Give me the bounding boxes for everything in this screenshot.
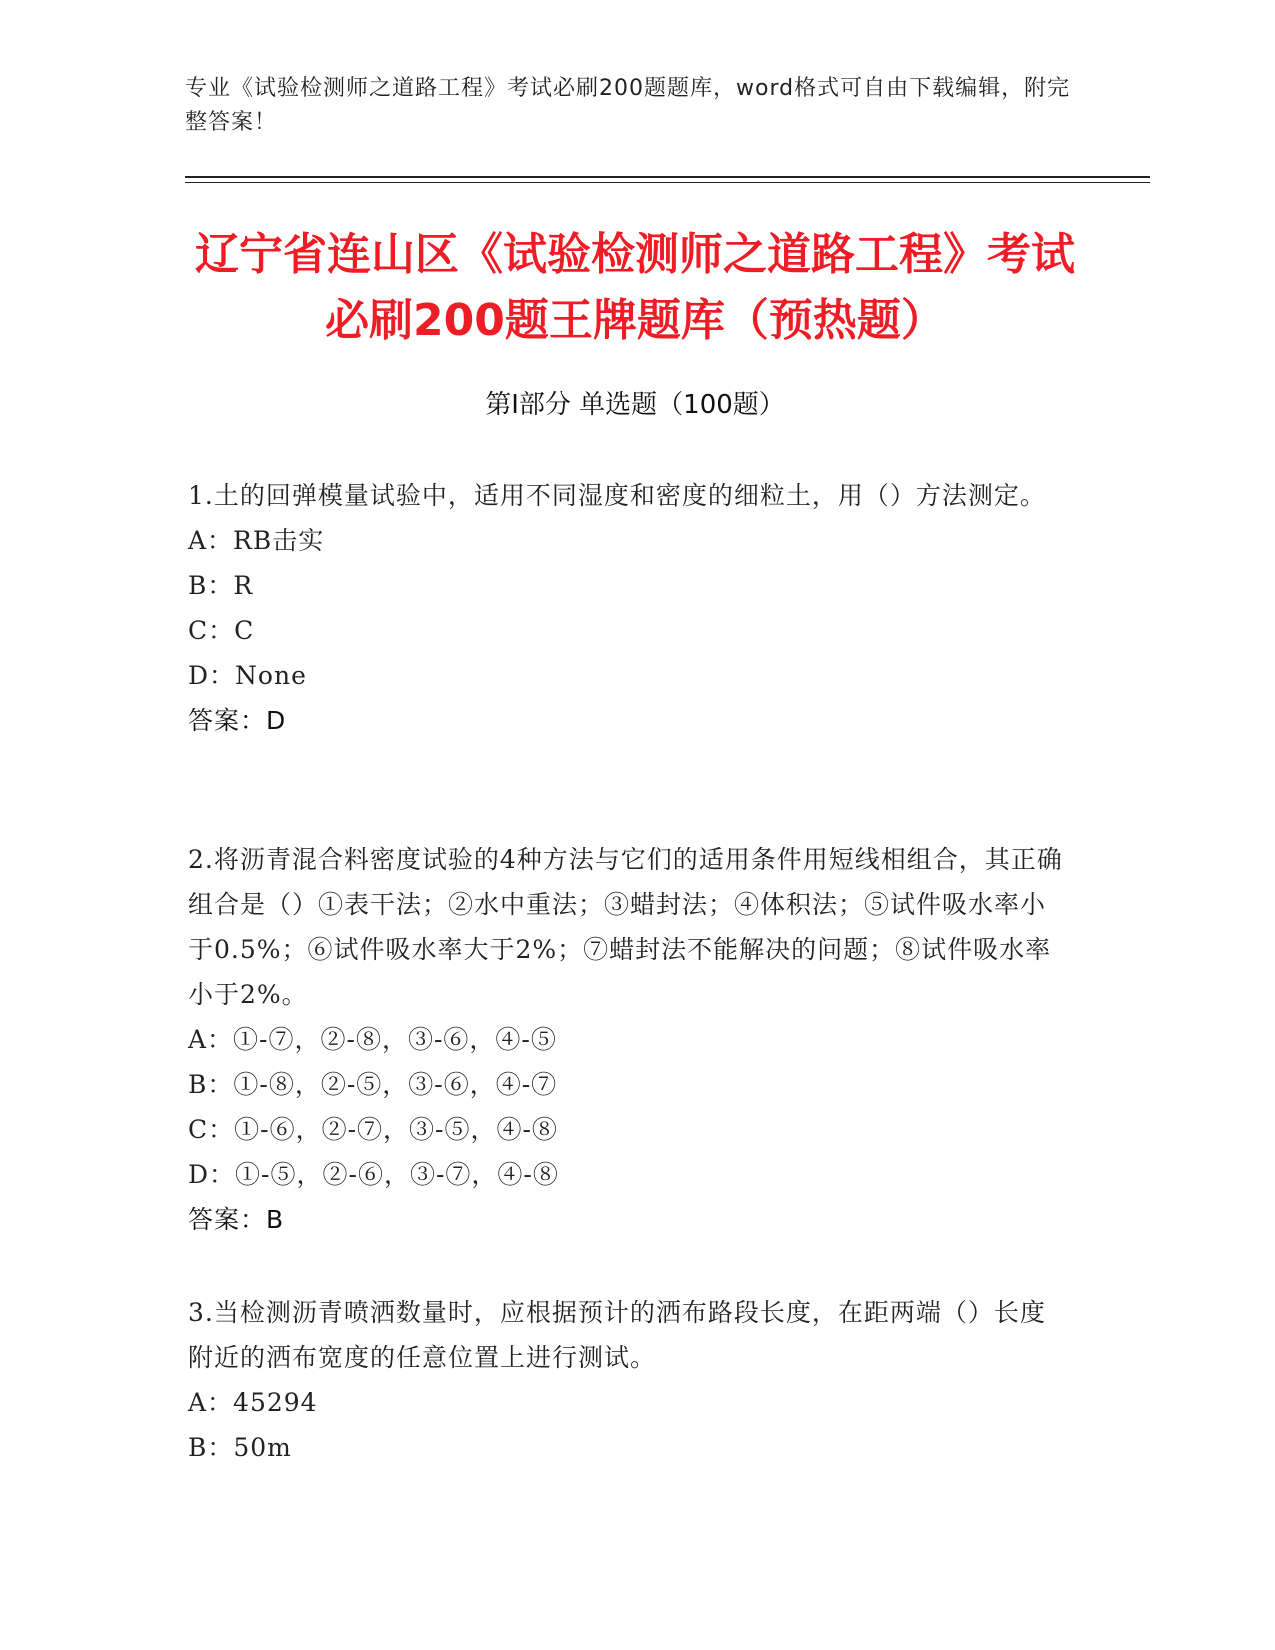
header-note: 专业《试验检测师之道路工程》考试必刷200题题库，word格式可自由下载编辑，附完整答案！ xyxy=(185,76,1071,135)
option-d: D：None xyxy=(188,661,307,690)
question-1 xyxy=(188,473,1068,743)
option-b: B：50m xyxy=(188,1433,292,1462)
section-heading: 第Ⅰ部分 单选题（100题） xyxy=(485,390,785,420)
question-text: 1.土的回弹模量试验中，适用不同湿度和密度的细粒土，用（）方法测定。 xyxy=(188,481,1046,510)
option-a: A：45294 xyxy=(188,1388,318,1417)
document-title: 辽宁省连山区《试验检测师之道路工程》考试必刷200题王牌题库（预热题） xyxy=(195,229,1075,346)
header-rule-thin xyxy=(185,182,1150,183)
option-a: A：RB击实 xyxy=(188,526,325,555)
option-c: C：①-⑥，②-⑦，③-⑤，④-⑧ xyxy=(188,1115,558,1144)
option-b: B：①-⑧，②-⑤，③-⑥，④-⑦ xyxy=(188,1070,558,1099)
question-text: 2.将沥青混合料密度试验的4种方法与它们的适用条件用短线相组合，其正确组合是（）①表干法；②水中重法；③蜡封法；④体积法；⑤试件吸水率小于0.5%；⑥试件吸水率大于2%；⑦蜡封法不能解决的问题；⑧试件吸水率小于2%。 xyxy=(188,845,1063,1009)
option-a: A：①-⑦，②-⑧，③-⑥，④-⑤ xyxy=(188,1025,557,1054)
answer: 答案：B xyxy=(188,1205,285,1234)
header-rule-thick xyxy=(185,176,1150,178)
option-b: B：R xyxy=(188,571,254,600)
option-d: D：①-⑤，②-⑥，③-⑦，④-⑧ xyxy=(188,1160,559,1189)
option-c: C：C xyxy=(188,616,255,645)
question-3 xyxy=(188,1290,1068,1470)
question-text: 3.当检测沥青喷洒数量时，应根据预计的洒布路段长度，在距两端（）长度附近的洒布宽度的任意位置上进行测试。 xyxy=(188,1298,1046,1372)
answer: 答案：D xyxy=(188,706,287,735)
question-2 xyxy=(188,837,1068,1242)
